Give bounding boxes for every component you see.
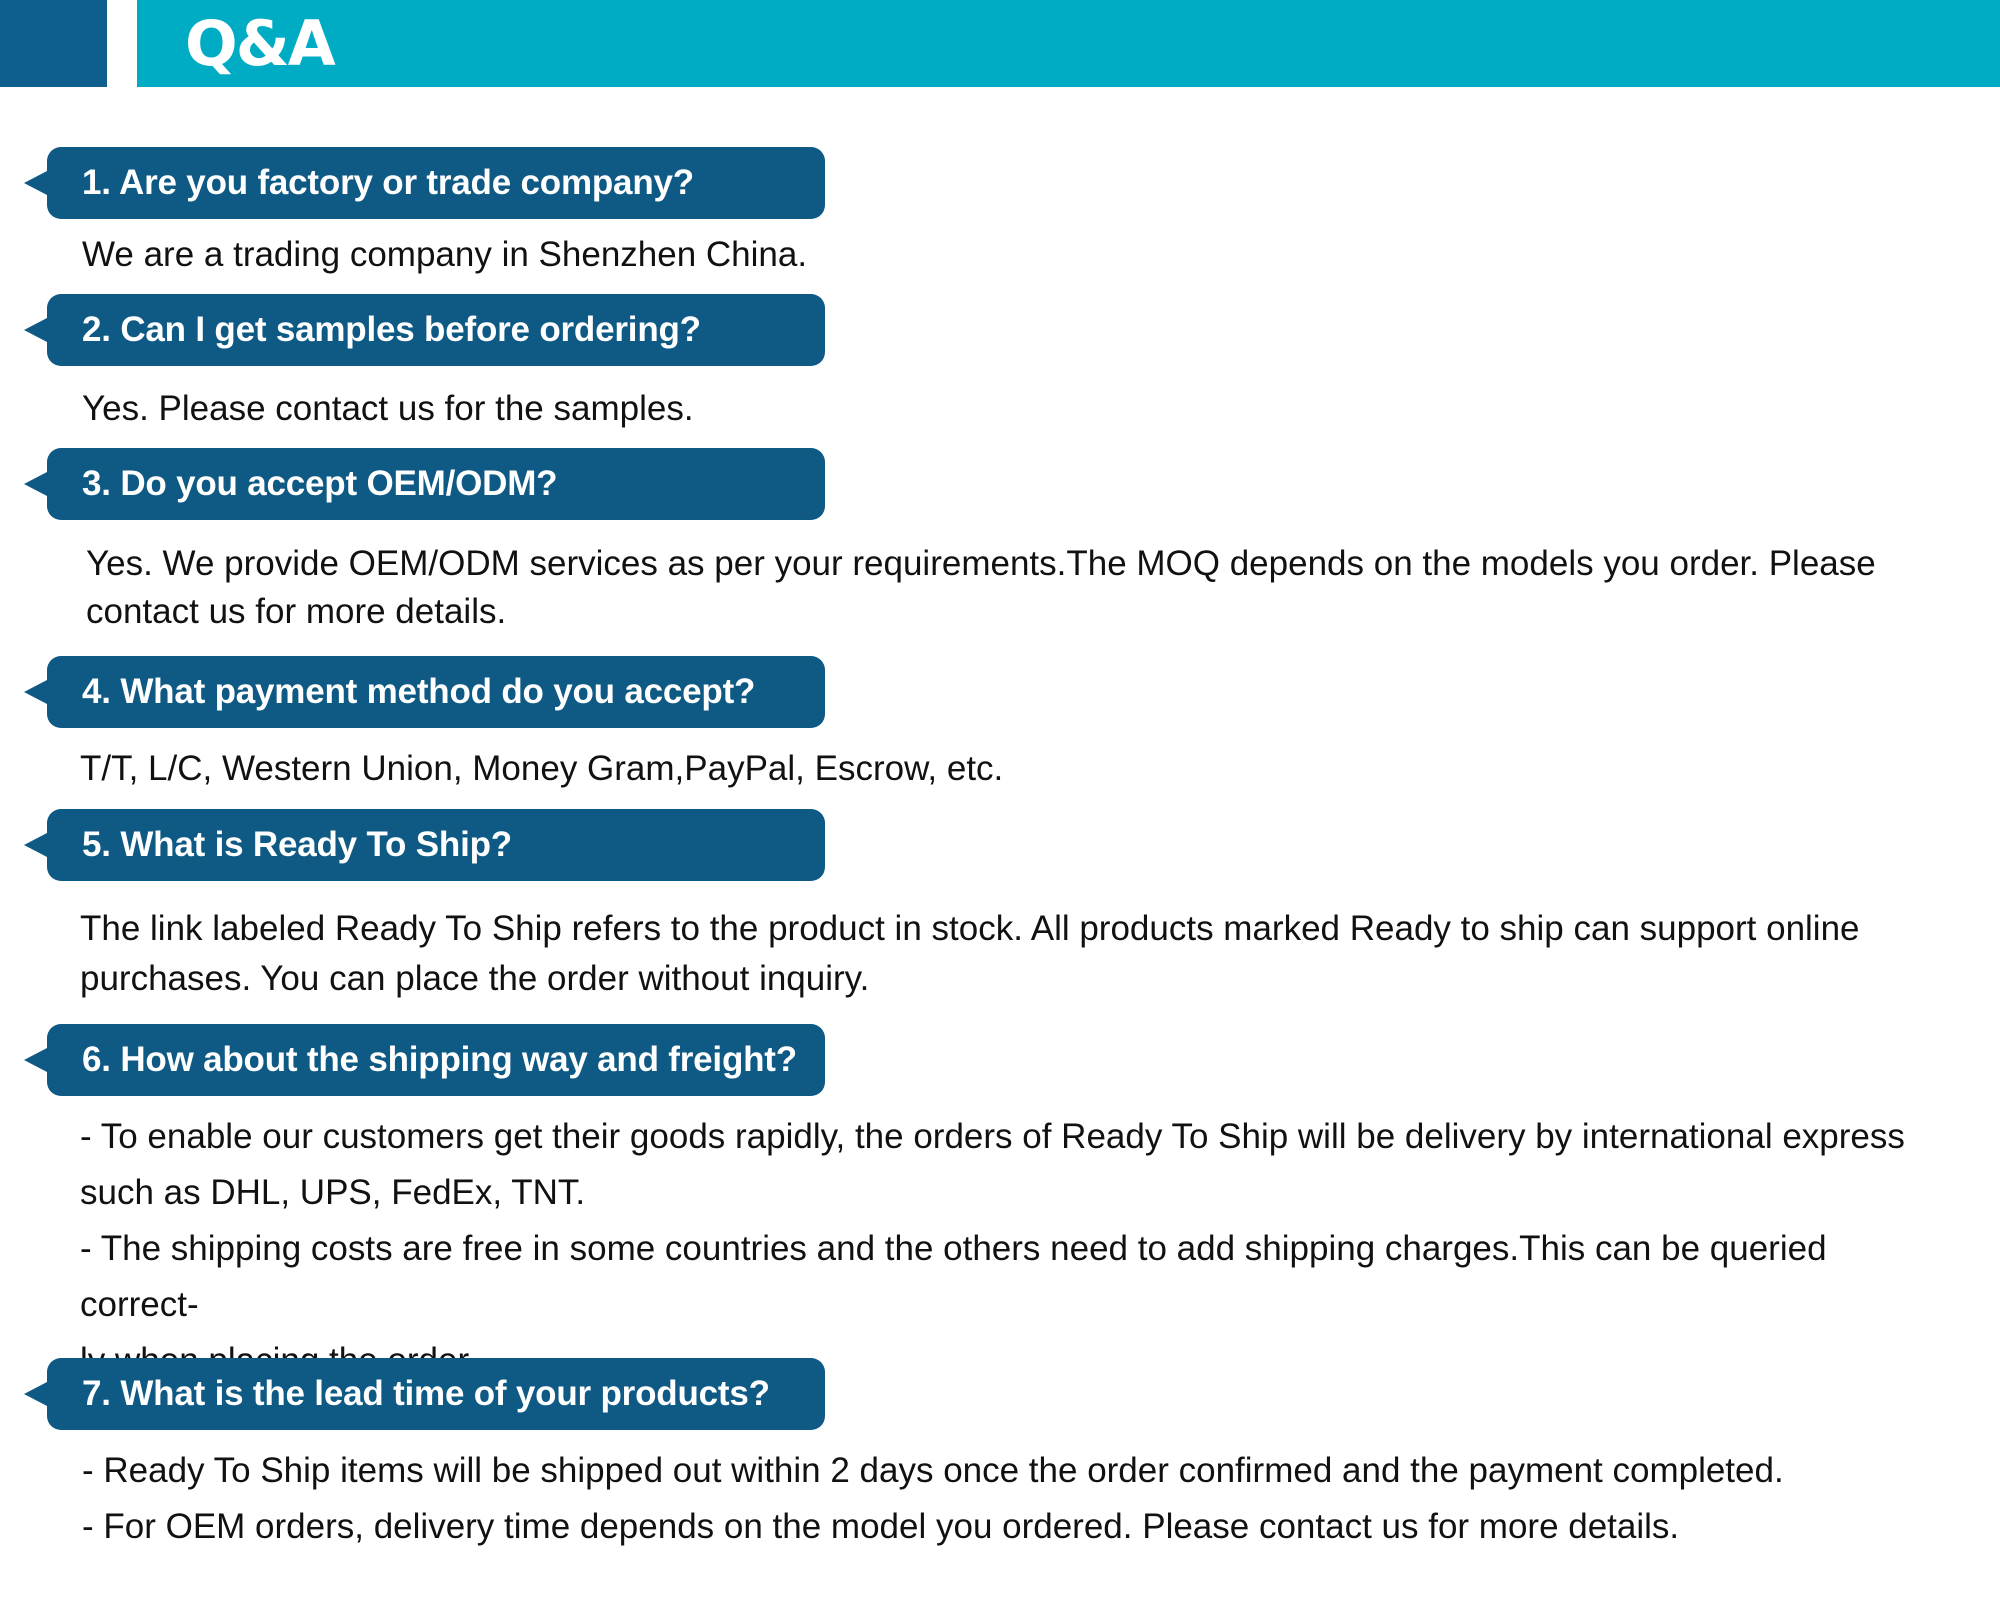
faq-answer-line: Yes. Please contact us for the samples. — [82, 389, 694, 428]
faq-question-7 — [47, 1358, 825, 1430]
faq-answer-4 — [80, 746, 1930, 792]
faq-question-3 — [47, 448, 825, 520]
faq-question-4 — [47, 656, 825, 728]
faq-answer-1 — [82, 232, 1932, 278]
faq-answer-6 — [80, 1109, 1930, 1389]
faq-answer-line: Yes. We provide OEM/ODM services as per your requirements.The MOQ depends on the models you order. Please — [86, 544, 1876, 583]
faq-answer-line: such as DHL, UPS, FedEx, TNT. — [80, 1173, 586, 1212]
faq-answer-line: - The shipping costs are free in some countries and the others need to add shipping charges.This can be queried correct- — [80, 1229, 1827, 1324]
faq-question-2 — [47, 294, 825, 366]
faq-question-1-text: 1. Are you factory or trade company? — [82, 163, 694, 202]
faq-question-6-text: 6. How about the shipping way and freight? — [82, 1040, 797, 1079]
faq-answer-5 — [80, 904, 1930, 1004]
faq-question-7-text: 7. What is the lead time of your products? — [82, 1374, 770, 1413]
faq-question-2-text: 2. Can I get samples before ordering? — [82, 310, 701, 349]
faq-answer-line: purchases. You can place the order without inquiry. — [80, 959, 870, 998]
header-accent-block — [0, 0, 107, 87]
faq-answer-7 — [82, 1443, 1932, 1555]
header-bar — [137, 0, 2000, 87]
page-title: Q&A — [185, 7, 334, 80]
faq-question-5 — [47, 809, 825, 881]
faq-answer-2 — [82, 386, 1932, 432]
faq-answer-line: - Ready To Ship items will be shipped out within 2 days once the order confirmed and the payment completed. — [82, 1451, 1784, 1490]
faq-answer-line: - For OEM orders, delivery time depends on the model you ordered. Please contact us for more details. — [82, 1507, 1680, 1546]
faq-question-6 — [47, 1024, 825, 1096]
faq-answer-line: The link labeled Ready To Ship refers to the product in stock. All products marked Ready to ship can support online — [80, 909, 1860, 948]
faq-answer-line: We are a trading company in Shenzhen China. — [82, 235, 808, 274]
faq-answer-3 — [86, 540, 1936, 636]
faq-answer-line: T/T, L/C, Western Union, Money Gram,PayPal, Escrow, etc. — [80, 749, 1004, 788]
faq-answer-line: - To enable our customers get their goods rapidly, the orders of Ready To Ship will be delivery by international express — [80, 1117, 1905, 1156]
faq-answer-line: contact us for more details. — [86, 592, 507, 631]
faq-question-5-text: 5. What is Ready To Ship? — [82, 825, 512, 864]
faq-question-1 — [47, 147, 825, 219]
faq-question-3-text: 3. Do you accept OEM/ODM? — [82, 464, 558, 503]
faq-question-4-text: 4. What payment method do you accept? — [82, 672, 756, 711]
